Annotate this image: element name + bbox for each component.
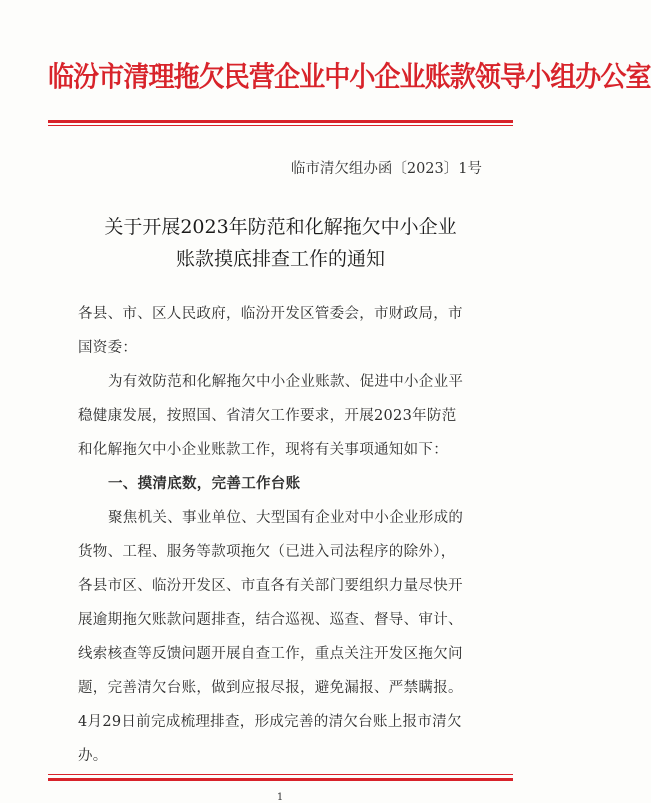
footer-red-rule-thin (48, 774, 513, 775)
footer-red-rule-thick (48, 778, 513, 781)
recipients-line-1: 各县、市、区人民政府，临汾开发区管委会，市财政局，市 (78, 306, 463, 322)
section-1-line-6: 题，完善清欠台账，做到应报尽报，避免漏报、严禁瞒报。 (78, 680, 463, 697)
intro-line-3: 和化解拖欠中小企业账款工作，现将有关事项通知如下： (78, 442, 448, 459)
header-red-rule-thick (48, 120, 513, 123)
intro-line-2: 稳健康发展，按照国、省清欠工作要求，开展2023年防范 (78, 408, 457, 425)
section-1-heading: 一、摸清底数，完善工作台账 (108, 476, 301, 493)
header-red-rule-thin (48, 125, 513, 126)
page-number: 1 (276, 792, 284, 803)
document-title-line-1: 关于开展2023年防范和化解拖欠中小企业 (104, 216, 457, 238)
section-1-line-3: 各县市区、临汾开发区、市直各有关部门要组织力量尽快开 (78, 578, 463, 595)
document-title-line-2: 账款摸底排查工作的通知 (175, 248, 385, 270)
intro-line-1: 为有效防范和化解拖欠中小企业账款、促进中小企业平 (108, 374, 464, 391)
office-header-title: 临汾市清理拖欠民营企业中小企业账款领导小组办公室 (48, 60, 651, 93)
section-1-line-7: 4月29日前完成梳理排查，形成完善的清欠台账上报市清欠 (78, 714, 462, 731)
section-1-line-8: 办。 (78, 748, 108, 765)
section-1-line-2: 货物、工程、服务等款项拖欠（已进入司法程序的除外）， (78, 544, 456, 561)
section-1-line-4: 展逾期拖欠账款问题排查，结合巡视、巡查、督导、审计、 (78, 612, 463, 629)
document-number: 临市清欠组办函〔2023〕1号 (290, 161, 482, 177)
section-1-line-5: 线索核查等反馈问题开展自查工作，重点关注开发区拖欠问 (78, 646, 463, 663)
recipients-line-2: 国资委： (78, 340, 138, 356)
section-1-line-1: 聚焦机关、事业单位、大型国有企业对中小企业形成的 (108, 510, 464, 527)
